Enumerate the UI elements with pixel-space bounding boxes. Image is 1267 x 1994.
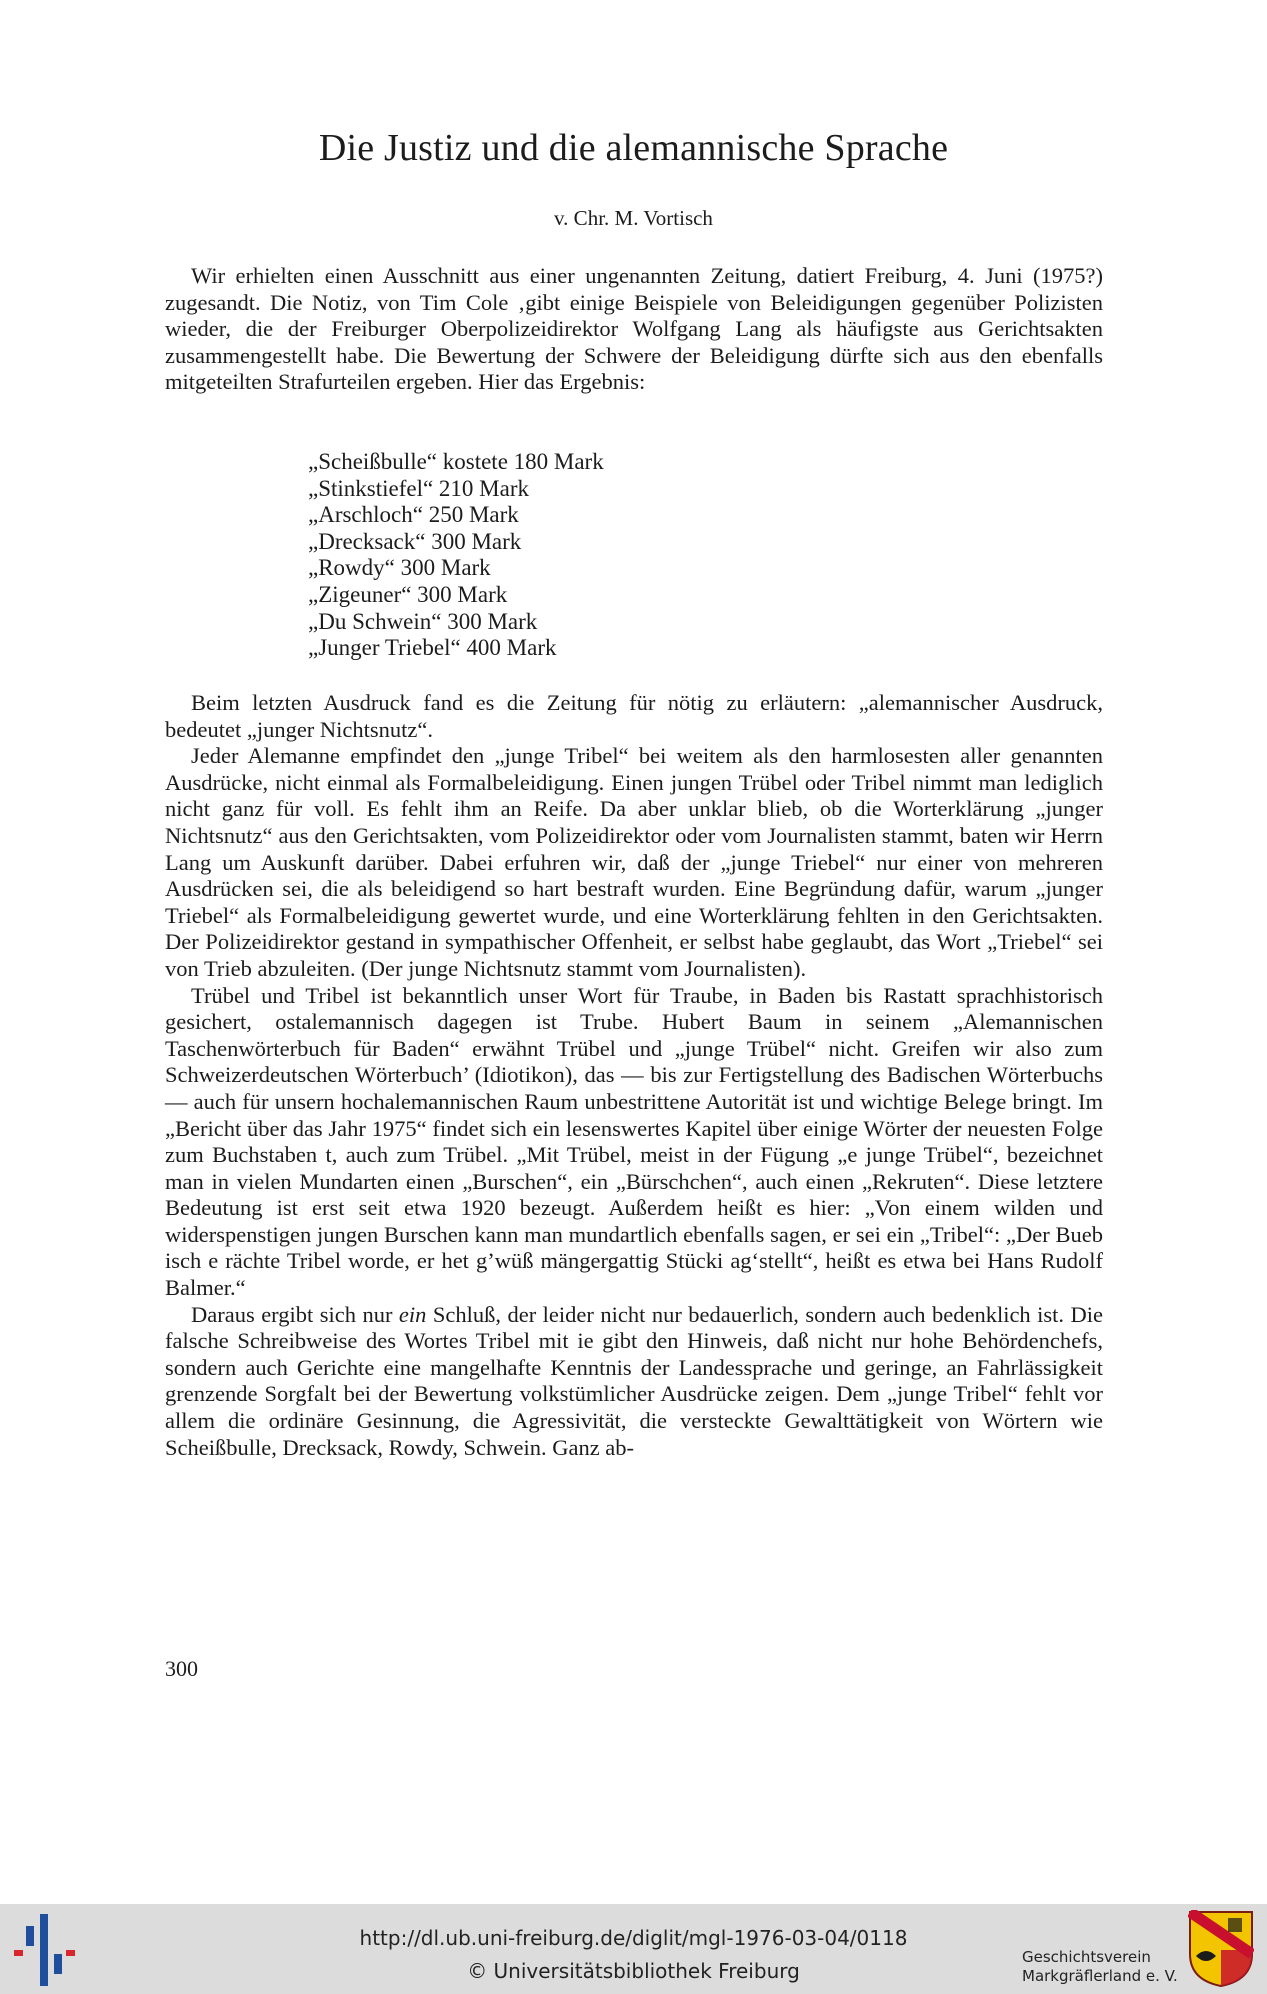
price-list-item: „Scheißbulle“ kostete 180 Mark [308,449,604,474]
price-list-item: „Stinkstiefel“ 210 Mark [308,475,530,501]
society-name [1022,1948,1178,1986]
price-list [308,449,604,662]
price-list-item: „Du Schwein“ 300 Mark [308,608,538,634]
paragraph-conclusion [165,1302,1103,1462]
price-list-item: „Junger Triebel“ 400 Mark [308,635,557,661]
society-crest-icon [1188,1910,1254,1988]
intro-paragraph: Wir erhielten einen Ausschnitt aus einer ungenannten Zeitung, datiert Freiburg, 4. Juni (1975?) zugesandt. Die Notiz, von Tim Cole ‚gibt einige Beispiele von Beleidigungen gegenüber Polizisten wieder, die der Freiburger Oberpolizeidirektor Wolfgang Lang als häufigste aus Gerichtsakten zusammengestellt habe. Die Bewertung der Schwere der Beleidigung dürfte sich aus den ebenfalls mitgeteilten Strafurteilen ergeben. Hier das Ergebnis: [165,263,1103,395]
main-text [165,690,1103,1461]
price-list-item: „Arschloch“ 250 Mark [308,502,519,528]
society-name-line2: Markgräflerland e. V. [1022,1967,1178,1985]
copyright-notice: © Universitätsbibliothek Freiburg [467,1959,800,1983]
price-list-item: „Rowdy“ 300 Mark [308,555,491,581]
conclusion-text-rest: Schluß, der leider nicht nur bedauerlich, sondern auch bedenklich ist. Die falsche Schreibweise des Wortes Tribel mit ie gibt den Hinweis, daß nicht nur hohe Behördenchefs, sondern auch Gerichte eine mangelhafte Kenntnis der Landessprache und geringe, an Fahrlässigkeit grenzende Sorgfalt bei der Bewertung volkstümlicher Ausdrücke zeigen. Dem „junge Tribel“ fehlt vor allem die ordinäre Gesinnung, die Agressivität, die versteckte Gewalttätigkeit von Wörtern wie Scheißbulle, Drecksack, Rowdy, Schwein. Ganz ab- [165,1301,1103,1460]
paragraph: Beim letzten Ausdruck fand es die Zeitung für nötig zu erläutern: „alemannischer Ausdruck, bedeutet „junger Nichtsnutz“. [165,690,1103,742]
intro-text [165,263,1103,396]
document-url[interactable]: http://dl.ub.uni-freiburg.de/diglit/mgl-1976-03-04/0118 [359,1926,908,1950]
page-number: 300 [165,1656,198,1681]
conclusion-text-start: Daraus ergibt sich nur [191,1301,399,1327]
author-byline: v. Chr. M. Vortisch [554,206,713,230]
footer-bar [0,1904,1267,1994]
emphasis-word: ein [398,1301,427,1327]
price-list-item: „Zigeuner“ 300 Mark [308,581,508,607]
paragraph: Jeder Alemanne empfindet den „junge Tribel“ bei weitem als den harmlosesten aller genannten Ausdrücke, nicht einmal als Formalbeleidigung. Einen jungen Trübel oder Tribel nimmt man lediglich nicht ganz für voll. Es fehlt ihm an Reife. Da aber unklar blieb, ob die Worterklärung „junger Nichtsnutz“ aus den Gerichtsakten, vom Polizeidirektor oder vom Journalisten stammt, baten wir Herrn Lang um Auskunft darüber. Dabei erfuhren wir, daß der „junge Triebel“ nur einer von mehreren Ausdrücken sei, die als beleidigend so hart bestraft wurden. Eine Begründung dafür, warum „junger Triebel“ als Formalbeleidigung gewertet wurde, und eine Worterklärung fehlten in den Gerichtsakten. Der Polizeidirektor gestand in sympathischer Offenheit, er selbst habe geglaubt, das Wort „Triebel“ sei von Trieb abzuleiten. (Der junge Nichtsnutz stammt vom Journalisten). [165,743,1103,981]
society-name-line1: Geschichtsverein [1022,1948,1151,1966]
price-list-item: „Drecksack“ 300 Mark [308,528,522,554]
paragraph: Trübel und Tribel ist bekanntlich unser Wort für Traube, in Baden bis Rastatt sprachhistorisch gesichert, ostalemannisch dagegen ist Trube. Hubert Baum in seinem „Alemannischen Taschenwörterbuch für Baden“ erwähnt Trübel und „junge Trübel“ nicht. Greifen wir also zum Schweizerdeutschen Wörterbuch’ (Idiotikon), das — bis zur Fertigstellung des Badischen Wörterbuchs — auch für unsern hochalemannischen Raum unbestrittene Autorität ist und wichtige Belege bringt. Im „Bericht über das Jahr 1975“ findet sich ein lesenswertes Kapitel über einige Wörter der neuesten Folge zum Buchstaben t, auch zum Trübel. „Mit Trübel, meist in der Fügung „e junge Trübel“, bezeichnet man in vielen Mundarten einen „Burschen“, ein „Bürschchen“, auch einen „Rekruten“. Diese letztere Bedeutung ist erst seit etwa 1920 bezeugt. Außerdem heißt es hier: „Von einem wilden und widerspenstigen jungen Burschen kann man mundartlich ebenfalls sagen, er sei ein „Tribel“: „Der Bueb isch e rächte Tribel worde, er het g’wüß mängergattig Stücki ag‘stellt“, heißt es etwa bei Hans Rudolf Balmer.“ [165,982,1103,1301]
page-title: Die Justiz und die alemannische Sprache [318,127,949,169]
